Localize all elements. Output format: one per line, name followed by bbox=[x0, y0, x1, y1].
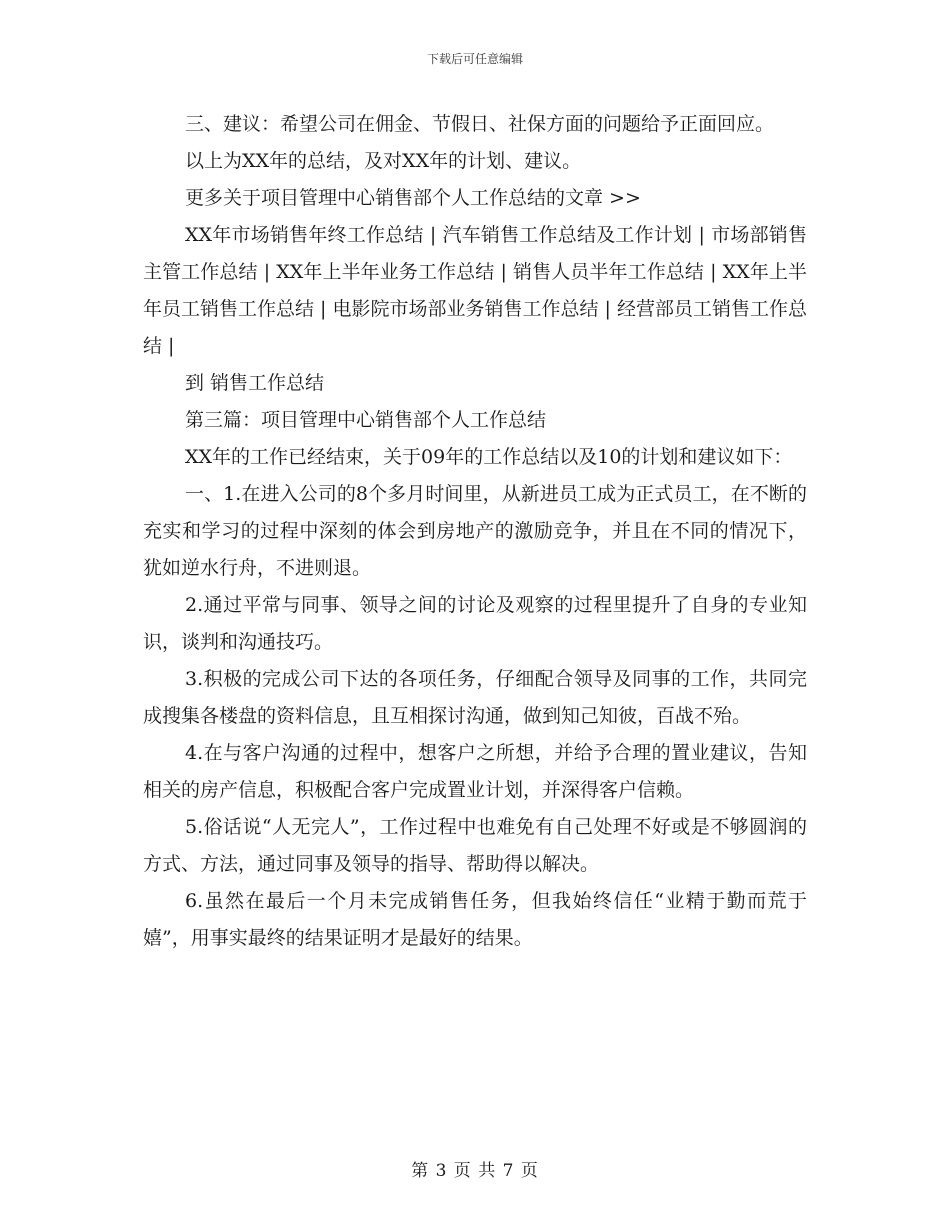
paragraph-item-6: 6.虽然在最后一个月未完成销售任务，但我始终信任“业精于勤而荒于嬉”，用事实最终的结果证明才是最好的结果。 bbox=[143, 890, 807, 949]
paragraph-item-1: 一、1.在进入公司的8个多月时间里，从新进员工成为正式员工，在不断的充实和学习的过程中深刻的体会到房地产的激励竞争，并且在不同的情况下，犹如逆水行舟，不进则退。 bbox=[143, 483, 807, 579]
paragraph-item-2: 2.通过平常与同事、领导之间的讨论及观察的过程里提升了自身的专业知识，谈判和沟通技巧。 bbox=[143, 594, 807, 653]
paragraph-item-3: 3.积极的完成公司下达的各项任务，仔细配合领导及同事的工作，共同完成搜集各楼盘的资料信息，且互相探讨沟通，做到知己知彼，百战不殆。 bbox=[143, 668, 807, 727]
paragraph-suggestion: 三、建议：希望公司在佣金、节假日、社保方面的问题给予正面回应。 bbox=[185, 113, 775, 135]
section-title-part-three: 第三篇：项目管理中心销售部个人工作总结 bbox=[185, 409, 547, 431]
paragraph-summary-close: 以上为XX年的总结，及对XX年的计划、建议。 bbox=[185, 150, 582, 172]
document-body bbox=[143, 106, 807, 957]
paragraph-intro: XX年的工作已经结束，关于09年的工作总结以及10的计划和建议如下： bbox=[185, 446, 793, 468]
paragraph-item-5: 5.俗话说“人无完人”，工作过程中也难免有自己处理不好或是不够圆润的方式、方法，通过同事及领导的指导、帮助得以解决。 bbox=[143, 816, 807, 875]
more-articles-heading: 更多关于项目管理中心销售部个人工作总结的文章 >> bbox=[185, 187, 641, 209]
related-articles-list: XX年市场销售年终工作总结 | 汽车销售工作总结及工作计划 | 市场部销售主管工作总结 | XX年上半年业务工作总结 | 销售人员半年工作总结 | XX年上半年员工销售工作总结 | 电影院市场部业务销售工作总结 | 经营部员工销售工作总结 | bbox=[143, 224, 807, 357]
category-link: 到 销售工作总结 bbox=[185, 372, 325, 394]
page-number-footer: 第 3 页 共 7 页 bbox=[411, 1161, 539, 1181]
page-header: 下载后可任意编辑 bbox=[426, 52, 523, 66]
paragraph-item-4: 4.在与客户沟通的过程中，想客户之所想，并给予合理的置业建议，告知相关的房产信息，积极配合客户完成置业计划，并深得客户信赖。 bbox=[143, 742, 807, 801]
